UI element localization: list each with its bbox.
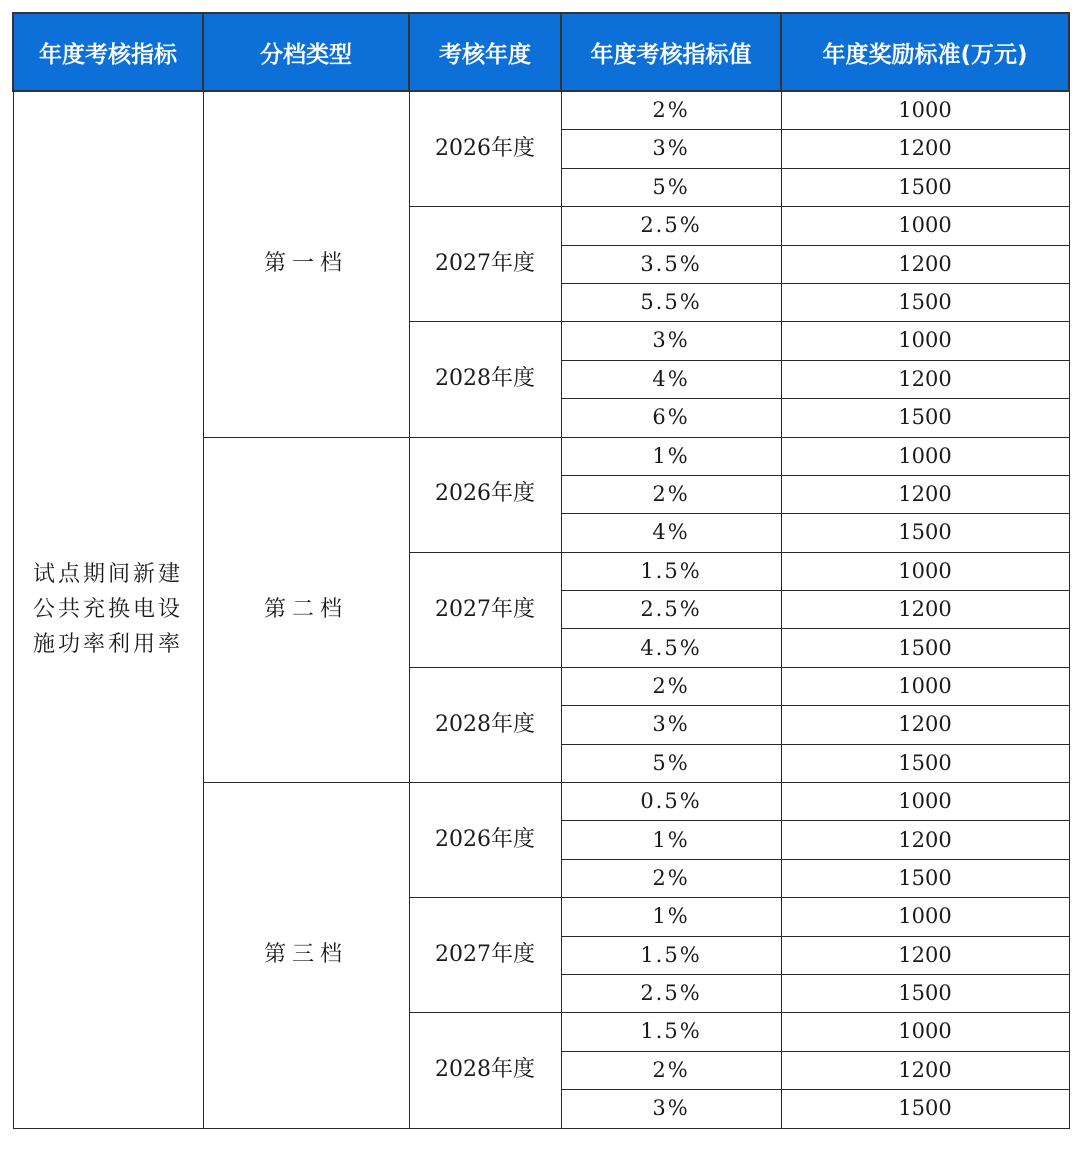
reward-cell: 1500 xyxy=(781,514,1069,552)
reward-cell: 1000 xyxy=(781,783,1069,821)
year-cell: 2026年度 xyxy=(409,437,561,552)
table-body xyxy=(13,91,1069,1128)
header-assessment-year: 考核年度 xyxy=(409,13,561,91)
indicator-value-cell: 2% xyxy=(561,859,781,897)
reward-cell: 1200 xyxy=(781,706,1069,744)
reward-cell: 1500 xyxy=(781,629,1069,667)
indicator-value-cell: 1.5% xyxy=(561,936,781,974)
year-cell: 2026年度 xyxy=(409,783,561,898)
reward-cell: 1200 xyxy=(781,360,1069,398)
indicator-value-cell: 1.5% xyxy=(561,552,781,590)
reward-cell: 1200 xyxy=(781,130,1069,168)
indicator-value-cell: 2.5% xyxy=(561,207,781,245)
header-reward-standard: 年度奖励标准(万元) xyxy=(781,13,1069,91)
header-tier-type: 分档类型 xyxy=(203,13,409,91)
reward-cell: 1000 xyxy=(781,667,1069,705)
reward-cell: 1000 xyxy=(781,437,1069,475)
table-row xyxy=(13,91,1069,130)
reward-cell: 1200 xyxy=(781,821,1069,859)
indicator-value-cell: 2.5% xyxy=(561,591,781,629)
indicator-value-cell: 2% xyxy=(561,91,781,130)
indicator-value-cell: 1.5% xyxy=(561,1013,781,1051)
year-cell: 2027年度 xyxy=(409,898,561,1013)
year-cell: 2028年度 xyxy=(409,667,561,782)
reward-cell: 1000 xyxy=(781,91,1069,130)
reward-cell: 1200 xyxy=(781,245,1069,283)
reward-standard-table xyxy=(12,12,1070,1129)
indicator-value-cell: 3.5% xyxy=(561,245,781,283)
reward-cell: 1200 xyxy=(781,936,1069,974)
indicator-value-cell: 2% xyxy=(561,475,781,513)
indicator-value-cell: 4% xyxy=(561,514,781,552)
header-row xyxy=(13,13,1069,91)
year-cell: 2027年度 xyxy=(409,207,561,322)
indicator-value-cell: 2.5% xyxy=(561,974,781,1012)
header-indicator: 年度考核指标 xyxy=(13,13,203,91)
reward-cell: 1200 xyxy=(781,475,1069,513)
indicator-value-cell: 3% xyxy=(561,130,781,168)
indicator-value-cell: 3% xyxy=(561,706,781,744)
reward-cell: 1000 xyxy=(781,898,1069,936)
reward-cell: 1200 xyxy=(781,1051,1069,1089)
indicator-value-cell: 3% xyxy=(561,322,781,360)
indicator-value-cell: 1% xyxy=(561,821,781,859)
tier-cell: 第二档 xyxy=(203,437,409,783)
tier-cell: 第三档 xyxy=(203,783,409,1129)
reward-cell: 1000 xyxy=(781,322,1069,360)
indicator-value-cell: 0.5% xyxy=(561,783,781,821)
indicator-value-cell: 4.5% xyxy=(561,629,781,667)
indicator-value-cell: 5% xyxy=(561,168,781,206)
year-cell: 2026年度 xyxy=(409,91,561,207)
indicator-value-cell: 2% xyxy=(561,1051,781,1089)
reward-cell: 1500 xyxy=(781,859,1069,897)
reward-cell: 1500 xyxy=(781,283,1069,321)
year-cell: 2028年度 xyxy=(409,1013,561,1128)
reward-cell: 1000 xyxy=(781,207,1069,245)
reward-cell: 1500 xyxy=(781,744,1069,782)
reward-cell: 1500 xyxy=(781,168,1069,206)
table-header xyxy=(13,13,1069,91)
indicator-value-cell: 1% xyxy=(561,437,781,475)
reward-cell: 1500 xyxy=(781,974,1069,1012)
indicator-value-cell: 5% xyxy=(561,744,781,782)
indicator-cell: 试点期间新建公共充换电设施功率利用率 xyxy=(13,91,203,1128)
header-indicator-value: 年度考核指标值 xyxy=(561,13,781,91)
reward-cell: 1000 xyxy=(781,552,1069,590)
indicator-value-cell: 3% xyxy=(561,1090,781,1128)
indicator-value-cell: 6% xyxy=(561,399,781,437)
reward-cell: 1500 xyxy=(781,399,1069,437)
reward-standard-table-wrapper xyxy=(12,12,1068,1129)
indicator-value-cell: 4% xyxy=(561,360,781,398)
reward-cell: 1000 xyxy=(781,1013,1069,1051)
tier-cell: 第一档 xyxy=(203,91,409,437)
reward-cell: 1500 xyxy=(781,1090,1069,1128)
indicator-value-cell: 1% xyxy=(561,898,781,936)
indicator-value-cell: 2% xyxy=(561,667,781,705)
year-cell: 2027年度 xyxy=(409,552,561,667)
year-cell: 2028年度 xyxy=(409,322,561,437)
reward-cell: 1200 xyxy=(781,591,1069,629)
indicator-value-cell: 5.5% xyxy=(561,283,781,321)
